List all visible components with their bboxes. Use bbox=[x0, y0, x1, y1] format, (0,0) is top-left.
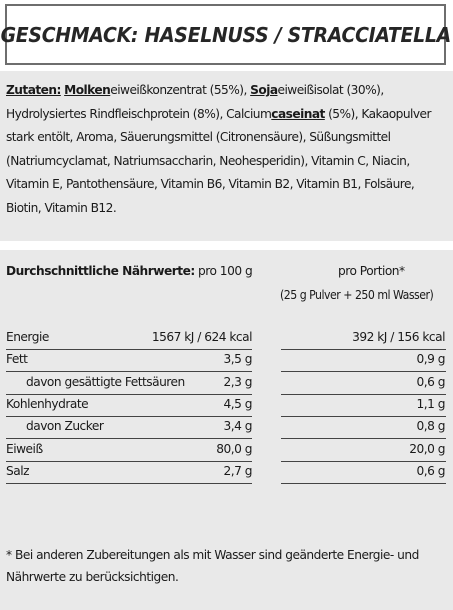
nutrition-panel bbox=[0, 250, 453, 610]
value-per-portion: 20,0 g bbox=[409, 441, 445, 456]
ingredients-panel bbox=[0, 71, 453, 241]
table-row bbox=[6, 373, 446, 395]
ingredient-text: eiweißkonzentrat (55%), bbox=[110, 83, 251, 97]
allergen-text: Molken bbox=[64, 83, 111, 97]
value-per-100g: 80,0 g bbox=[216, 441, 252, 456]
value-per-100g: 4,5 g bbox=[223, 396, 252, 411]
nutrient-name: Eiweiß bbox=[6, 441, 43, 456]
footnote: * Bei anderen Zubereitungen als mit Wasser sind geänderte Energie- und Nährwerte zu berücksichtigen. bbox=[6, 548, 419, 584]
table-row bbox=[6, 350, 446, 372]
ingredient-text: (5%), Kakaopulver stark entölt, Aroma, Säuerungsmittel (Citronensäure), Süßungsmittel (Natriumcyclamat, Natriumsaccharin, Neohesperidin), Vitamin C, Niacin, Vitamin E, Pantothensäure, Vitamin B6, Vitamin B2, Vitamin B1, Folsäure, Biotin, Vitamin B12. bbox=[6, 106, 431, 215]
nutrient-name: davon gesättigte Fettsäuren bbox=[26, 374, 185, 389]
value-per-100g: 3,4 g bbox=[223, 419, 252, 434]
flavor-title: GESCHMACK: HASELNUSS / STRACCIATELLA bbox=[0, 22, 451, 47]
row-divider bbox=[6, 483, 252, 484]
column-header-portion: pro Portion* bbox=[338, 264, 405, 278]
table-row bbox=[6, 328, 446, 350]
value-per-portion: 0,6 g bbox=[416, 463, 445, 478]
value-per-100g: 2,7 g bbox=[223, 463, 252, 478]
value-per-portion: 0,9 g bbox=[416, 352, 445, 367]
ingredient-text: eiweißisolat (30%), Hydrolysiertes Rindfleischprotein (8%), Calcium bbox=[6, 83, 384, 121]
value-per-portion: 1,1 g bbox=[416, 396, 445, 411]
allergen-text: Soja bbox=[250, 83, 278, 97]
nutrient-name: Energie bbox=[6, 330, 49, 344]
nutrient-name: Fett bbox=[6, 352, 28, 367]
nutrient-name: davon Zucker bbox=[26, 419, 104, 434]
allergen-text: caseinat bbox=[271, 106, 325, 121]
value-per-portion: 0,8 g bbox=[416, 419, 445, 434]
value-per-100g: 1567 kJ / 624 kcal bbox=[151, 330, 252, 344]
value-per-100g: 2,3 g bbox=[223, 374, 252, 389]
table-row bbox=[6, 395, 446, 417]
column-header-100g: pro 100 g bbox=[198, 264, 253, 278]
value-per-portion: 392 kJ / 156 kcal bbox=[352, 330, 445, 344]
table-row bbox=[6, 462, 446, 484]
table-row bbox=[6, 417, 446, 439]
row-divider bbox=[281, 483, 446, 484]
flavor-title-box bbox=[0, 4, 451, 65]
nutrient-name: Kohlenhydrate bbox=[6, 396, 89, 411]
portion-note: (25 g Pulver + 250 ml Wasser) bbox=[280, 288, 434, 302]
ingredients-text bbox=[6, 79, 446, 220]
ingredients-label: Zutaten: bbox=[6, 83, 61, 97]
nutrient-name: Salz bbox=[6, 463, 29, 478]
ingredients-list bbox=[6, 83, 431, 215]
value-per-100g: 3,5 g bbox=[223, 352, 252, 367]
nutrition-heading: Durchschnittliche Nährwerte: bbox=[6, 264, 195, 278]
value-per-portion: 0,6 g bbox=[416, 374, 445, 389]
table-row bbox=[6, 440, 446, 462]
